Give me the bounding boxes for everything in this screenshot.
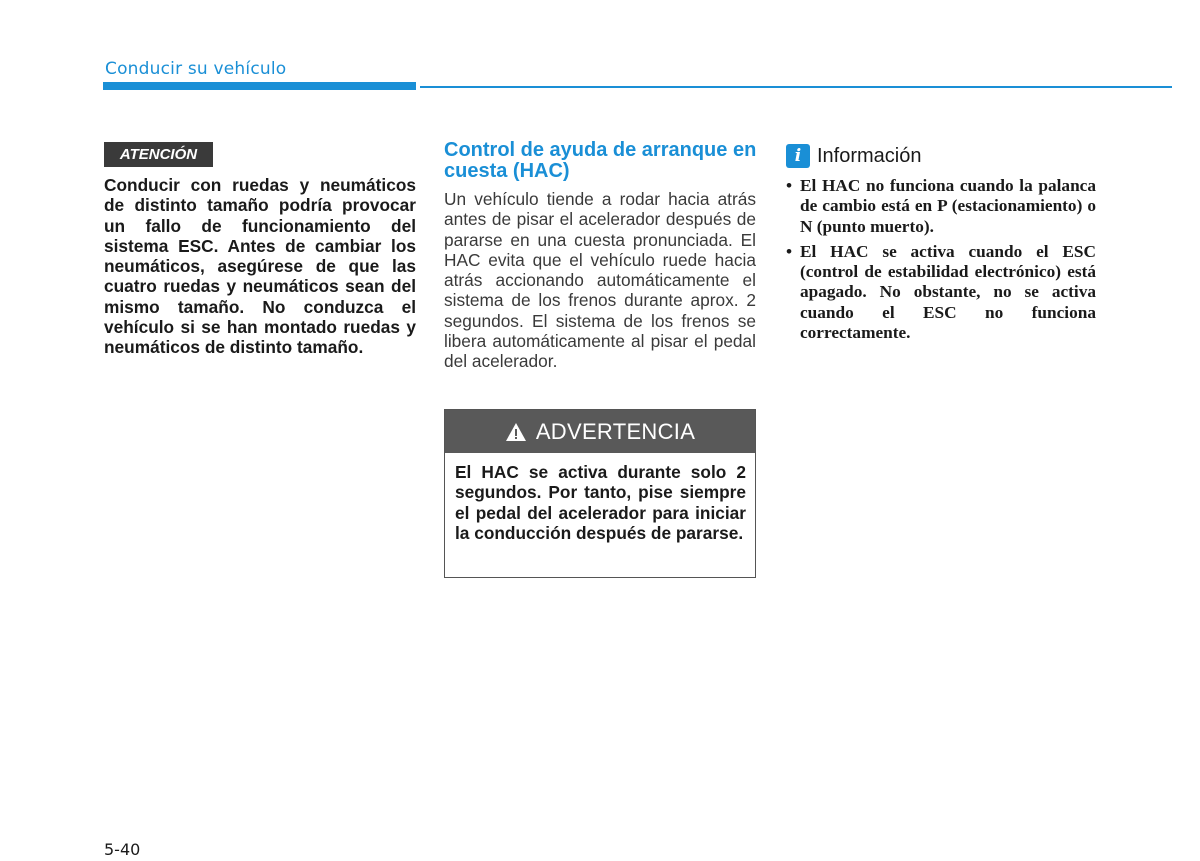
info-icon: i bbox=[786, 144, 810, 168]
section-title: Conducir su vehículo bbox=[105, 59, 287, 79]
attention-text: Conducir con ruedas y neumáticos de distinto tamaño podría provocar un fallo de funcionamiento del sistema ESC. Antes de cambiar los neumáticos, asegúrese de que las cuatro ruedas y neumáticos sean del mismo tamaño. No conduzca el vehículo si se han montado ruedas y neumáticos de distinto tamaño. bbox=[104, 175, 416, 358]
info-heading bbox=[786, 144, 922, 168]
info-title: Información bbox=[817, 144, 922, 167]
warning-box bbox=[444, 409, 756, 578]
header-rule-thin bbox=[420, 86, 1172, 88]
info-list-item: • El HAC se activa cuando el ESC (control de estabilidad electrónico) está apagado. No obstante, no se activa cuando el ESC no funciona correctamente. bbox=[786, 242, 1096, 343]
warning-text: El HAC se activa durante solo 2 segundos. Por tanto, pise siempre el pedal del acelerador para iniciar la conducción después de pararse. bbox=[455, 462, 746, 543]
hac-body-text: Un vehículo tiende a rodar hacia atrás antes de pisar el acelerador después de pararse en una cuesta pronunciada. El HAC evita que el vehículo ruede hacia atrás accionando automáticamente el sistema de los frenos durante aprox. 2 segundos. El sistema de los frenos se libera automáticamente al pisar el pedal del acelerador. bbox=[444, 189, 756, 372]
hac-heading: Control de ayuda de arranque en cuesta (HAC) bbox=[444, 139, 757, 182]
info-list-item: • El HAC no funciona cuando la palanca de cambio está en P (estacionamiento) o N (punto muerto). bbox=[786, 176, 1096, 237]
header-rule-thick bbox=[103, 82, 416, 90]
info-list bbox=[786, 176, 1096, 348]
warning-header bbox=[445, 410, 755, 453]
warning-title: ADVERTENCIA bbox=[535, 418, 696, 444]
attention-badge: ATENCIÓN bbox=[104, 142, 213, 167]
warning-triangle-icon bbox=[505, 422, 527, 442]
page-number: 5-40 bbox=[104, 840, 141, 859]
